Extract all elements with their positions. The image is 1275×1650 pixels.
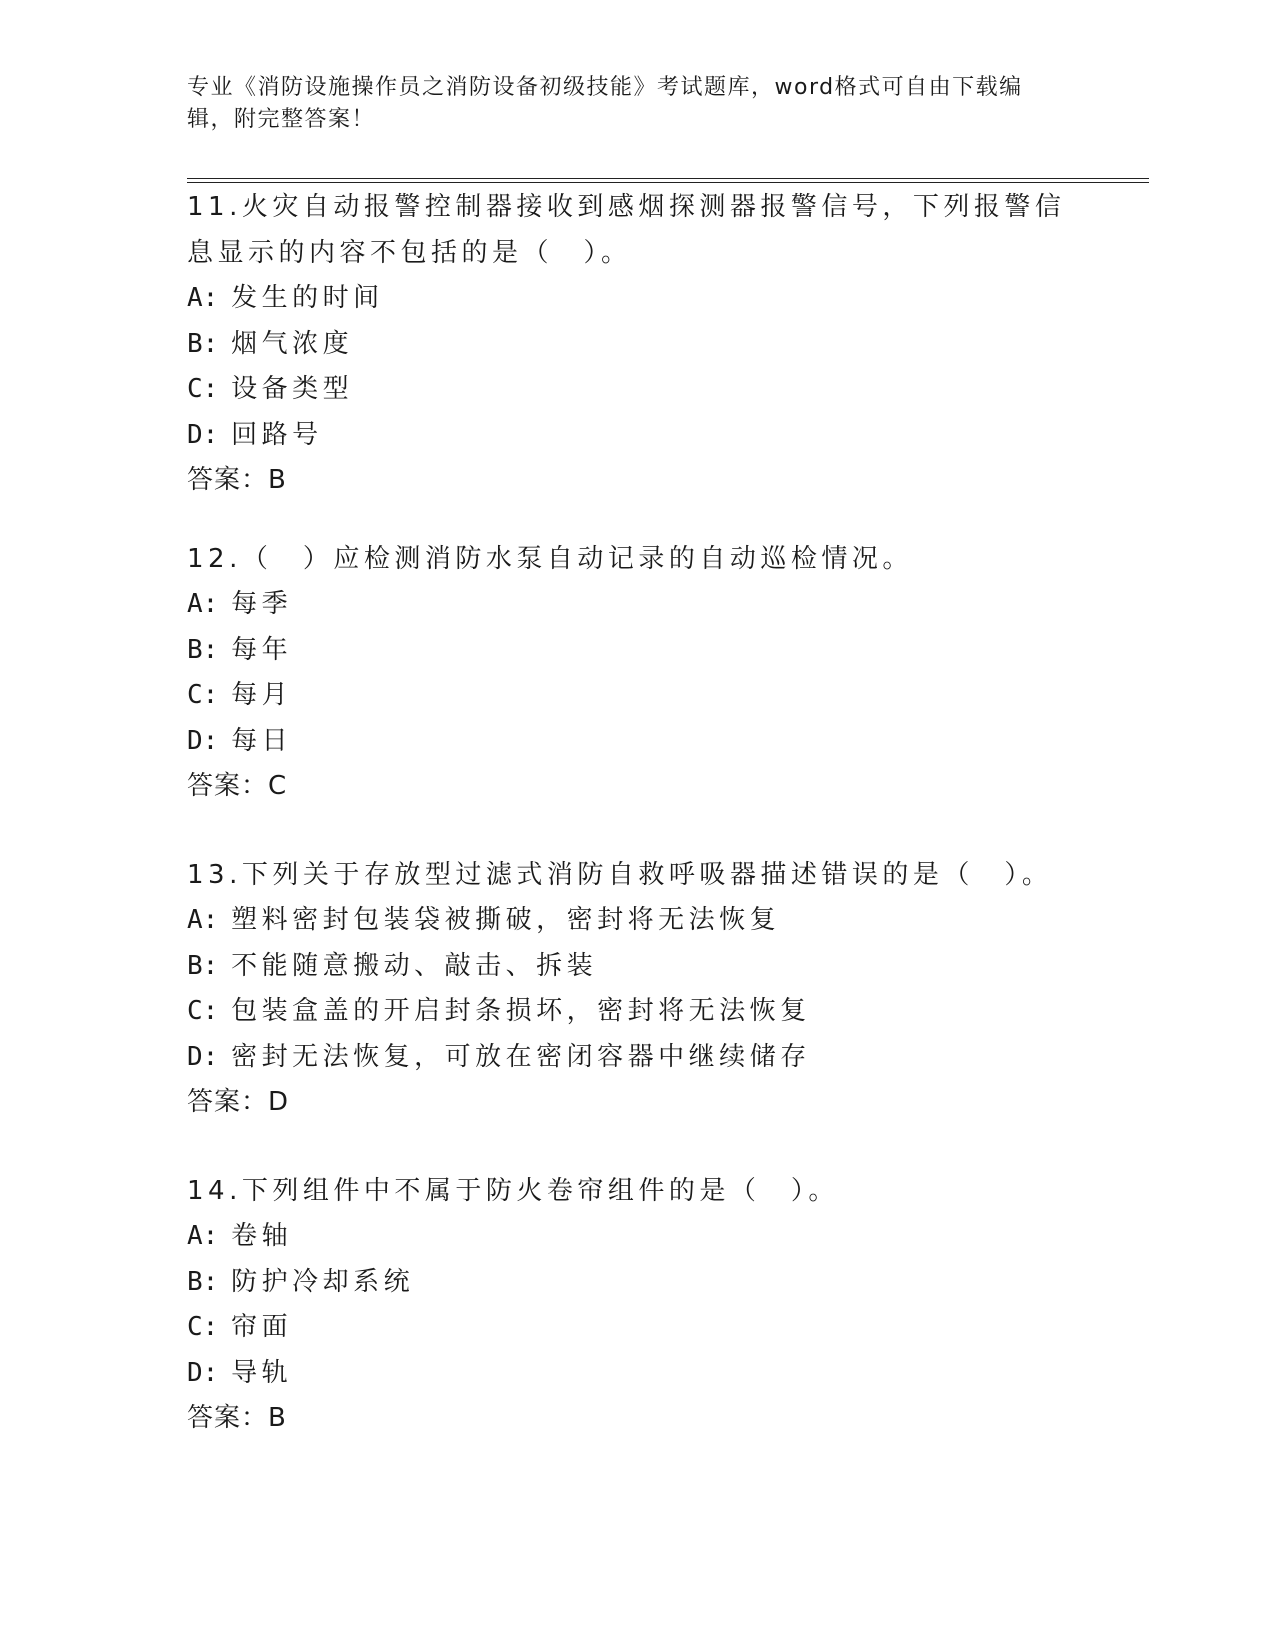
- option-letter: C:: [187, 1312, 219, 1342]
- option-letter: D:: [187, 419, 219, 450]
- question-11: [187, 184, 1087, 503]
- option-text: 导轨: [231, 1357, 293, 1388]
- option-letter: B:: [187, 634, 219, 665]
- option-letter: C:: [187, 996, 219, 1026]
- answer-line: 答案：B: [187, 465, 287, 495]
- option-letter: A:: [187, 905, 219, 935]
- option-letter: B:: [187, 328, 219, 359]
- answer-line: 答案：C: [187, 771, 288, 801]
- option-c: [187, 1305, 1087, 1351]
- option-b: [187, 322, 1087, 368]
- option-letter: D:: [187, 1357, 219, 1388]
- option-c: [187, 367, 1087, 413]
- option-a: [187, 582, 1087, 628]
- option-text: 每年: [231, 634, 293, 665]
- option-text: 密封无法恢复，可放在密闭容器中继续储存: [231, 1041, 811, 1072]
- question-14: [187, 1168, 1087, 1441]
- question-stem: 12.（ ）应检测消防水泵自动记录的自动巡检情况。: [187, 544, 913, 574]
- option-c: [187, 989, 1087, 1035]
- option-letter: A:: [187, 589, 219, 619]
- option-letter: A:: [187, 283, 219, 313]
- option-d: [187, 413, 1087, 459]
- option-d: [187, 719, 1087, 765]
- option-text: 每月: [231, 680, 293, 710]
- header-divider: [187, 178, 1149, 183]
- option-text: 每日: [231, 725, 293, 756]
- option-a: [187, 1214, 1087, 1260]
- option-d: [187, 1351, 1087, 1397]
- option-text: 卷轴: [231, 1221, 293, 1251]
- option-b: [187, 1260, 1087, 1306]
- option-text: 回路号: [231, 419, 323, 450]
- option-text: 包装盒盖的开启封条损坏，密封将无法恢复: [231, 996, 811, 1026]
- option-b: [187, 628, 1087, 674]
- option-text: 发生的时间: [231, 283, 384, 313]
- option-text: 防护冷却系统: [231, 1266, 415, 1297]
- option-d: [187, 1035, 1087, 1081]
- option-text: 塑料密封包装袋被撕破，密封将无法恢复: [231, 905, 781, 935]
- option-letter: D:: [187, 1041, 219, 1072]
- option-text: 设备类型: [231, 374, 354, 404]
- option-letter: D:: [187, 725, 219, 756]
- option-c: [187, 673, 1087, 719]
- option-text: 帘面: [231, 1312, 293, 1342]
- option-letter: B:: [187, 950, 219, 981]
- answer-line: 答案：D: [187, 1087, 290, 1117]
- option-text: 每季: [231, 589, 293, 619]
- question-stem: 11.火灾自动报警控制器接收到感烟探测器报警信号，下列报警信息显示的内容不包括的是（ ）。: [187, 192, 1066, 268]
- option-letter: C:: [187, 374, 219, 404]
- option-letter: B:: [187, 1266, 219, 1297]
- option-letter: C:: [187, 680, 219, 710]
- option-a: [187, 898, 1087, 944]
- option-text: 烟气浓度: [231, 328, 354, 359]
- option-letter: A:: [187, 1221, 219, 1251]
- question-12: [187, 536, 1087, 809]
- option-text: 不能随意搬动、敲击、拆装: [231, 950, 598, 981]
- option-a: [187, 276, 1087, 322]
- answer-line: 答案：B: [187, 1403, 287, 1433]
- document-header: 专业《消防设施操作员之消防设备初级技能》考试题库，word格式可自由下载编辑，附完整答案！: [187, 75, 1023, 132]
- option-b: [187, 944, 1087, 990]
- question-13: [187, 852, 1087, 1125]
- question-stem: 14.下列组件中不属于防火卷帘组件的是（ ）。: [187, 1176, 839, 1206]
- question-stem: 13.下列关于存放型过滤式消防自救呼吸器描述错误的是（ ）。: [187, 860, 1053, 890]
